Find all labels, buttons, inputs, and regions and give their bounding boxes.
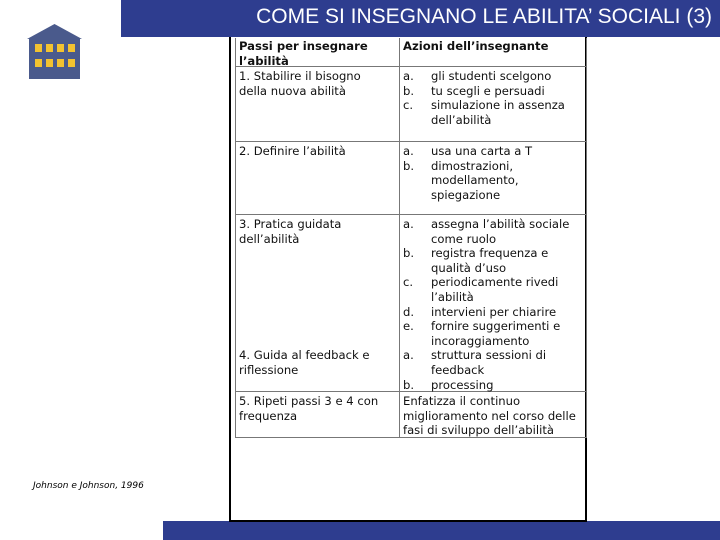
step-4	[239, 348, 370, 377]
step-line: riflessione	[239, 362, 299, 377]
action-item-continued: spiegazione	[431, 187, 501, 202]
action-item-continued: feedback	[431, 362, 485, 377]
step-line: 5. Ripeti passi 3 e 4 con	[239, 394, 379, 408]
step-2: 2. Definire l’abilità	[239, 144, 346, 158]
table-border-right	[586, 38, 587, 438]
action-line: fasi di sviluppo dell’abilità	[403, 423, 554, 438]
item-letter: a.	[403, 69, 414, 83]
action-item: assegna l’abilità sociale	[431, 217, 570, 231]
action-item-continued: modellamento,	[431, 173, 519, 188]
step-line: 3. Pratica guidata	[239, 217, 342, 231]
step-5	[239, 394, 378, 423]
header-steps-line: Passi per insegnare	[239, 39, 368, 53]
action-item: simulazione in assenza	[431, 98, 565, 113]
item-letter: e.	[403, 319, 414, 334]
action-item: periodicamente rivedi	[431, 275, 559, 290]
action-item: intervieni per chiarire	[431, 304, 557, 319]
table-border-left	[235, 38, 236, 438]
header-steps	[239, 39, 368, 68]
step-3	[239, 217, 341, 246]
row-divider	[235, 141, 587, 142]
item-letter: a.	[403, 217, 414, 231]
item-letter: b.	[403, 83, 415, 98]
action-item-continued: come ruolo	[431, 231, 497, 246]
item-letter: b.	[403, 246, 415, 261]
step-line: dell’abilità	[239, 231, 300, 246]
step-line: 1. Stabilire il bisogno	[239, 69, 361, 83]
action-item-continued: incoraggiamento	[431, 333, 530, 348]
action-item: fornire suggerimenti e	[431, 319, 561, 334]
actions-5	[403, 394, 576, 438]
header-steps-line: l’abilità	[239, 53, 289, 68]
action-item: usa una carta a T	[431, 144, 533, 158]
teaching-steps-table	[235, 38, 587, 438]
actions-1	[403, 69, 565, 127]
bottom-bar	[163, 521, 720, 540]
citation: Johnson e Johnson, 1996	[33, 481, 144, 491]
step-line: 4. Guida al feedback e	[239, 348, 370, 362]
slide-title: COME SI INSEGNANO LE ABILITA’ SOCIALI (3)	[256, 5, 712, 28]
actions-3	[403, 217, 569, 392]
action-item: gli studenti scelgono	[431, 69, 552, 83]
action-item: dimostrazioni,	[431, 158, 514, 173]
item-letter: c.	[403, 98, 414, 113]
item-letter: a.	[403, 144, 414, 158]
action-item-continued: l’abilità	[431, 289, 474, 304]
action-item: struttura sessioni di	[431, 348, 547, 363]
header-actions: Azioni dell’insegnante	[403, 39, 549, 53]
step-1	[239, 69, 361, 98]
action-item: registra frequenza e	[431, 246, 549, 261]
item-letter: b.	[403, 377, 415, 392]
item-letter: c.	[403, 275, 414, 290]
action-line: Enfatizza il continuo	[403, 394, 521, 408]
school-building-icon	[26, 23, 83, 79]
step-line: della nuova abilità	[239, 83, 346, 98]
action-item: processing	[431, 377, 494, 392]
actions-2	[403, 144, 532, 202]
step-line: frequenza	[239, 408, 298, 423]
title-bar	[121, 0, 720, 37]
action-item-continued: qualità d’uso	[431, 260, 507, 275]
item-letter: d.	[403, 304, 415, 319]
action-item: tu scegli e persuadi	[431, 83, 545, 98]
action-item-continued: dell’abilità	[431, 112, 492, 127]
column-divider	[399, 38, 400, 438]
item-letter: b.	[403, 158, 415, 173]
row-divider	[235, 214, 587, 215]
action-line: miglioramento nel corso delle	[403, 408, 576, 423]
item-letter: a.	[403, 348, 414, 363]
